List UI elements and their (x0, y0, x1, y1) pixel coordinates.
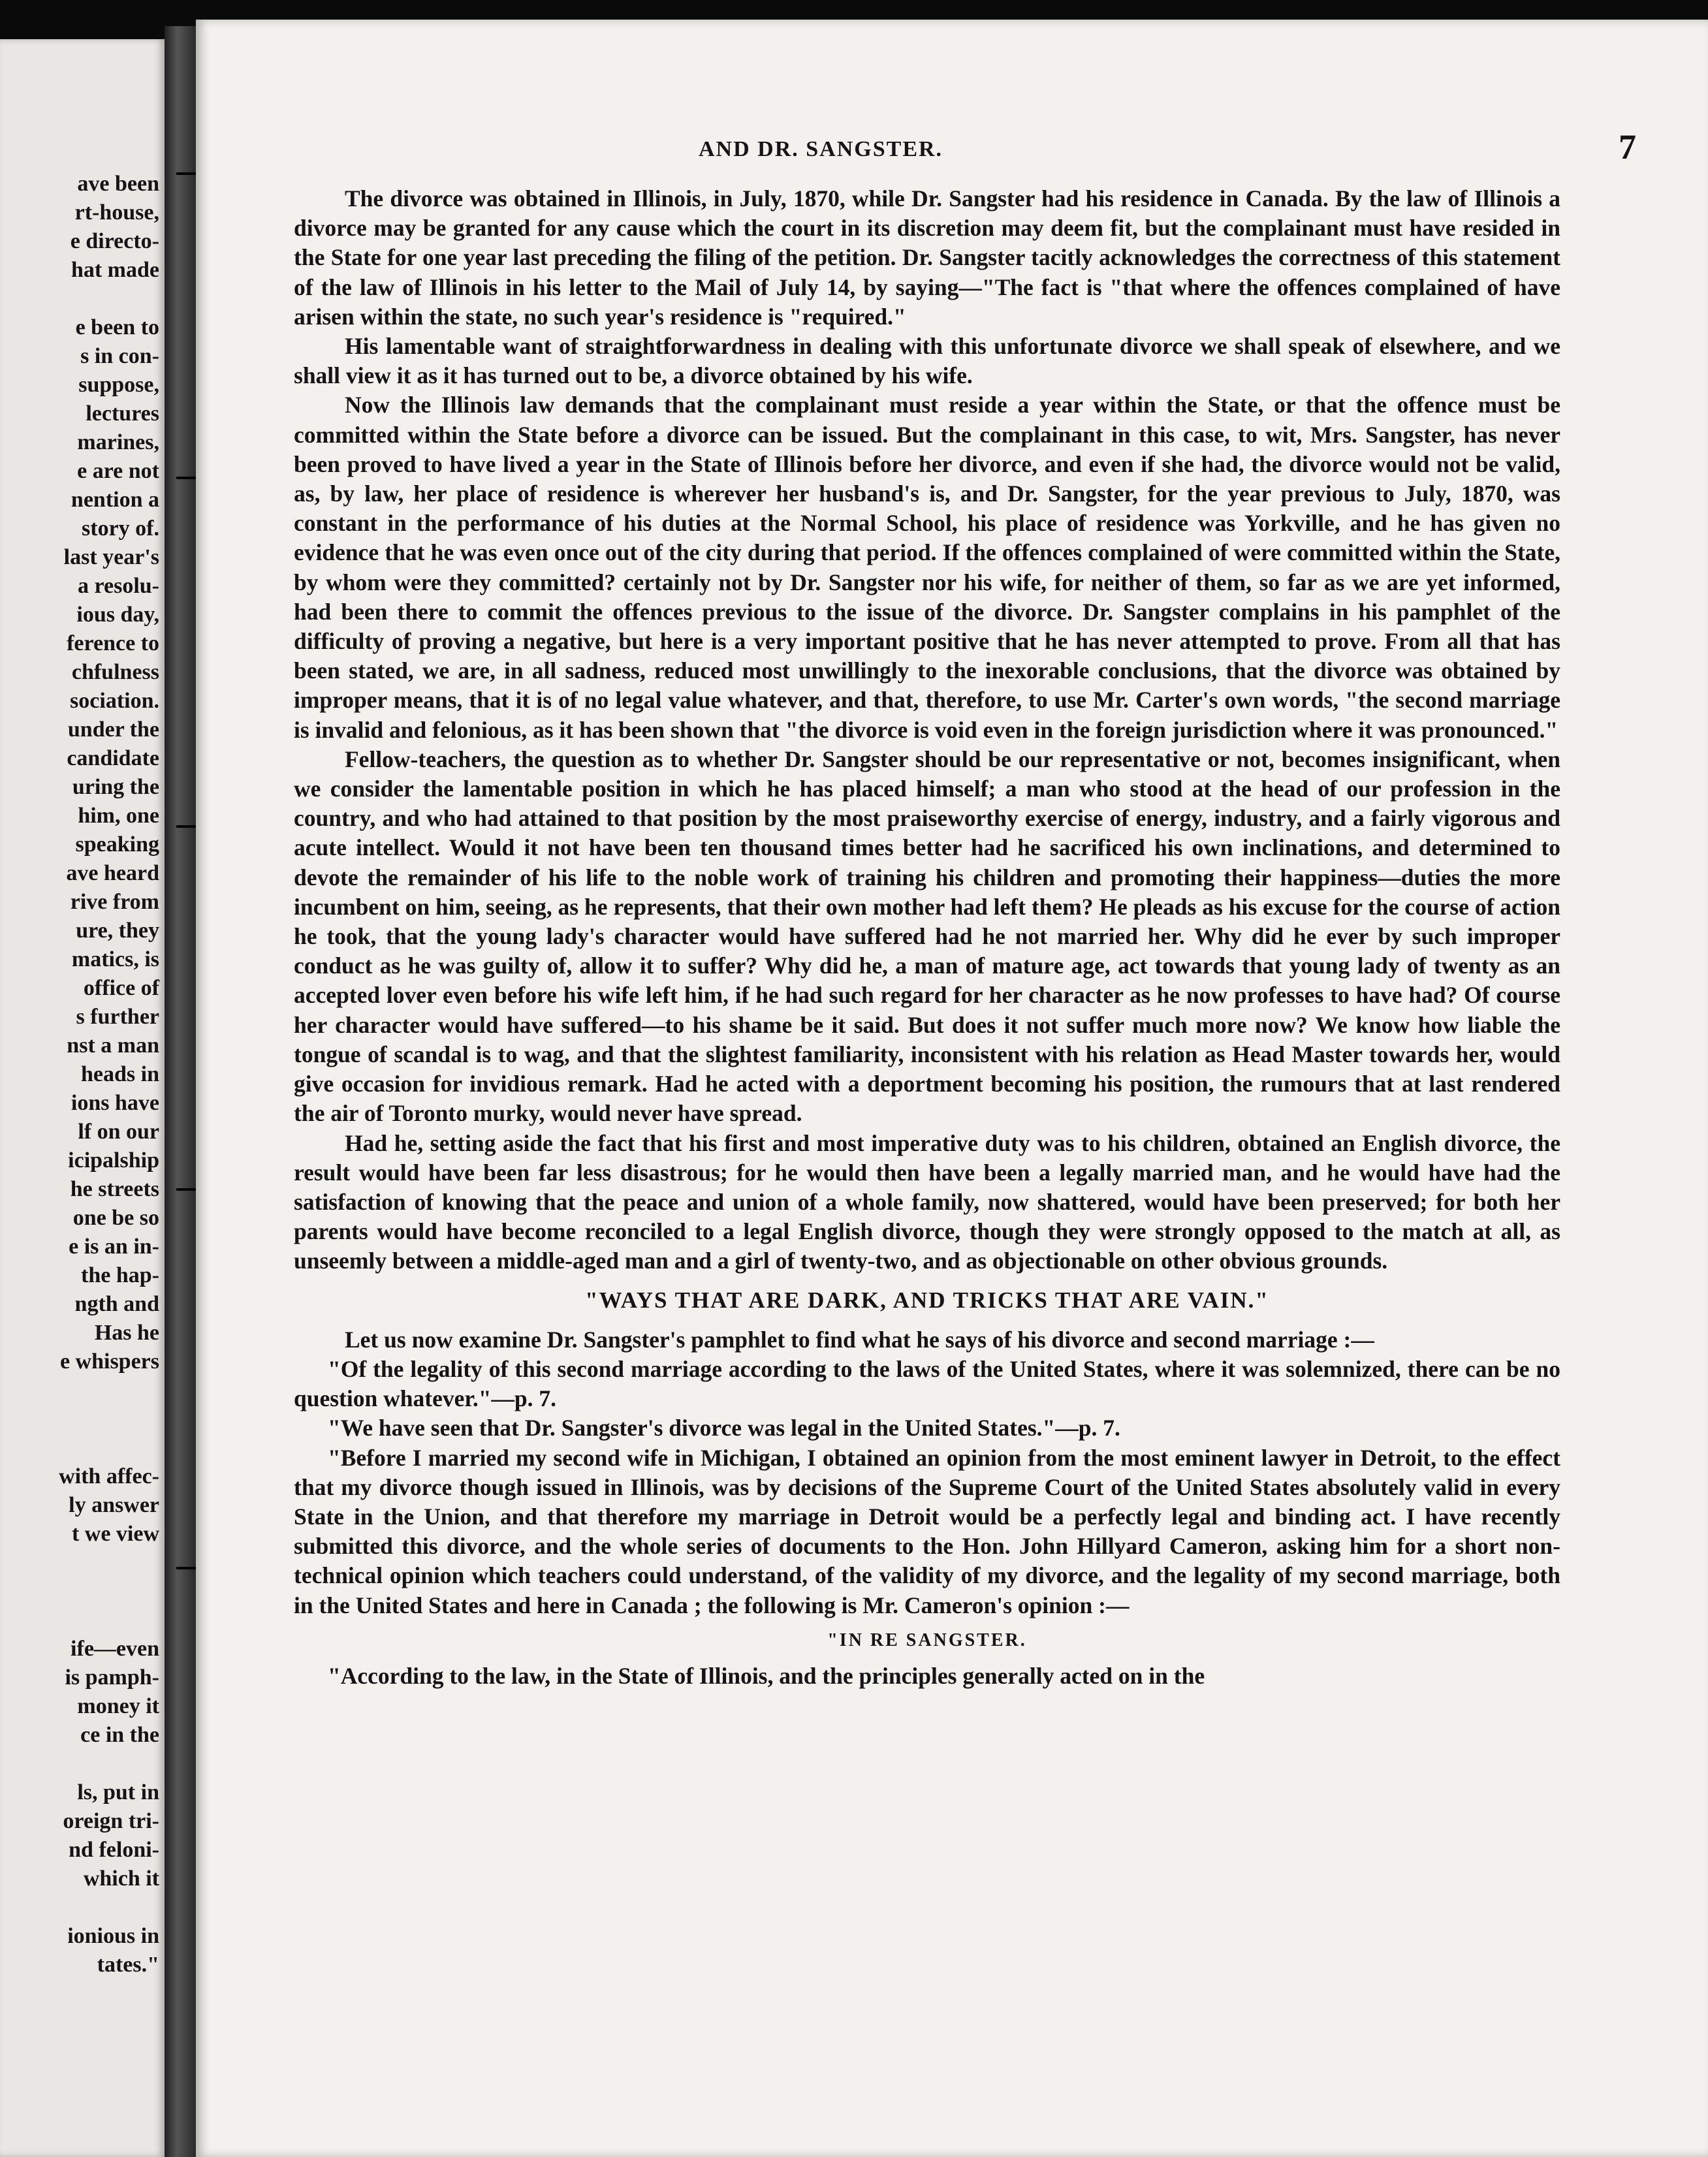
facing-page-line: ave heard (66, 861, 159, 885)
facing-page-line: is pamph- (65, 1665, 159, 1690)
facing-page-line: him, one (78, 804, 159, 828)
facing-page-line: chfulness (71, 660, 159, 684)
facing-page-line: one be so (72, 1206, 159, 1230)
facing-page-line (59, 1577, 159, 1606)
facing-page-line: a resolu- (78, 574, 159, 598)
facing-page-line (59, 1750, 159, 1778)
quotation: "We have seen that Dr. Sangster's divorce was legal in the United States."—p. 7. (328, 1415, 1120, 1441)
facing-page-line: the hap- (81, 1263, 159, 1287)
facing-page-line: ure, they (76, 919, 159, 943)
facing-page-line: nention a (71, 488, 159, 512)
facing-page-line (59, 1606, 159, 1635)
facing-page-line: ionious in (67, 1924, 159, 1948)
facing-page-line: ious day, (76, 603, 159, 627)
facing-page-line: Has he (94, 1321, 159, 1345)
facing-page-line: which it (83, 1866, 159, 1891)
facing-page-line: ife—even (71, 1637, 159, 1661)
page-right (196, 20, 1708, 2157)
facing-page-line: marines, (77, 430, 159, 454)
article-body (294, 184, 1560, 1691)
facing-page-line: with affec- (59, 1464, 159, 1488)
facing-page-line: ce in the (80, 1723, 159, 1747)
facing-page-line: lectures (86, 401, 159, 426)
facing-page-line: matics, is (71, 947, 159, 971)
facing-page-line: nst a man (67, 1033, 159, 1058)
facing-page-line: under the (67, 717, 159, 742)
paragraph: Now the Illinois law demands that the complainant must reside a year within the State, or that the offence must be committed within the State before a divorce can be issued. But the complainant in this case, to wit, Mrs. Sangster, has never been proved to have lived a year in the State of Illinois before her divorce, and even if she had, the divorce would not be valid, as, by law, her place of residence is wherever her husband's is, and Dr. Sangster, for the year previous to July, 1870, was constant in the performance of his duties at the Normal School, his place of residence was Yorkville, and he has given no evidence that he was even once out of the city during that period. If the offences complained of were committed within the State, by whom were they committed? certainly not by Dr. Sangster nor his wife, for neither of them, so far as we are yet informed, had been there to commit the offences previous to the issue of the divorce. Dr. Sangster complains in his pamphlet of the difficulty of proving a negative, but here is a very important positive that he has never attempted to prove. From all that has been stated, we are, in all sadness, reduced most unwillingly to the inexorable conclusions, that the divorce was obtained by improper means, that it is of no legal value whatever, and that, therefore, to use Mr. Carter's own words, "the second marriage is invalid and felonious, as it has been shown that "the divorce is void even in the foreign jurisdiction where it was pronounced." (294, 392, 1560, 743)
facing-page-line: ngth and (74, 1292, 159, 1316)
facing-page-line: ference to (67, 631, 159, 655)
facing-page-line: icipalship (68, 1148, 159, 1173)
facing-page-line: speaking (75, 832, 159, 857)
section-heading: "WAYS THAT ARE DARK, AND TRICKS THAT ARE VAIN." (585, 1287, 1269, 1313)
facing-page-line: last year's (63, 545, 159, 569)
facing-page-line (59, 1549, 159, 1577)
paragraph: Had he, setting aside the fact that his first and most imperative duty was to his children, obtained an English divorce, the result would have been far less disastrous; for he would then have been a legally married man, and he would have had the satisfaction of knowing that the peace and union of a whole family, now shattered, would have been preserved; for both her parents would have become reconciled to a legal English divorce, though they were strongly opposed to the match at all, as unseemly between a middle-aged man and a girl of twenty-two, and as objectionable on other obvious grounds. (294, 1129, 1560, 1274)
facing-page-line: heads in (81, 1062, 159, 1086)
facing-page-line: e whispers (59, 1349, 159, 1374)
facing-page-line: e is an in- (69, 1235, 159, 1259)
facing-page-line: ly answer (69, 1493, 159, 1517)
facing-page-line (59, 1893, 159, 1922)
paragraph: The divorce was obtained in Illinois, in July, 1870, while Dr. Sangster had his residence in Canada. By the law of Illinois a divorce may be granted for any cause which the court in its discretion may deem fit, but the complainant must have resided in the State for one year last preceding the filing of the petition. Dr. Sangster tacitly acknowledges the correctness of this statement of the law of Illinois in his letter to the Mail of July 14, by saying—"The fact is "that where the offences complained of have arisen within the state, no such year's residence is "required." (294, 185, 1560, 330)
paragraph: Let us now examine Dr. Sangster's pamphlet to find what he says of his divorce and second marriage :— (345, 1326, 1374, 1353)
facing-page-left (0, 39, 165, 2157)
quotation: "According to the law, in the State of Illinois, and the principles generally acted on in the (328, 1662, 1205, 1689)
opinion-caption: "IN RE SANGSTER. (827, 1630, 1027, 1650)
quotation: "Of the legality of this second marriage according to the laws of the United States, where it was solemnized, there can be no question whatever."—p. 7. (294, 1355, 1560, 1412)
facing-page-line: ave been (77, 172, 159, 196)
facing-page-line: hat made (71, 258, 159, 282)
facing-page-line (59, 1434, 159, 1462)
facing-page-line: lf on our (78, 1120, 159, 1144)
facing-page-line: suppose, (78, 373, 159, 397)
facing-page-line: uring the (72, 775, 159, 799)
facing-page-line: tates." (97, 1953, 159, 1977)
facing-page-line: nd feloni- (69, 1838, 159, 1862)
facing-page-line: oreign tri- (63, 1809, 159, 1833)
facing-page-line: office of (83, 976, 159, 1000)
facing-page-line: e are not (77, 459, 159, 483)
facing-page-line (59, 285, 159, 313)
running-title: AND DR. SANGSTER. (699, 137, 943, 161)
facing-page-line (59, 1376, 159, 1405)
facing-page-line: rive from (70, 890, 159, 914)
facing-page-line: candidate (67, 746, 159, 770)
facing-page-line: ls, put in (77, 1780, 159, 1804)
page-header (699, 127, 1636, 166)
facing-page-line: ions have (71, 1091, 159, 1115)
facing-page-line: s in con- (80, 344, 159, 368)
facing-page-line: money it (77, 1694, 159, 1718)
facing-page-line: rt-house, (74, 200, 159, 225)
facing-page-line: sociation. (70, 689, 159, 713)
facing-page-text-fragments (59, 170, 159, 1979)
page-number: 7 (1619, 127, 1636, 166)
facing-page-line: t we view (71, 1522, 159, 1546)
facing-page-line: he streets (70, 1177, 159, 1201)
facing-page-line: story of. (82, 516, 159, 541)
book-gutter (165, 26, 196, 2157)
quotation: "Before I married my second wife in Michigan, I obtained an opinion from the most eminent lawyer in Detroit, to the effect that my divorce though issued in Illinois, was by decisions of the Supreme Court of the United States absolutely valid in every State in the Union, and that therefore my marriage in Detroit would be a perfectly legal and binding act. I have recently submitted this divorce, and the whole series of documents to the Hon. John Hillyard Cameron, asking him for a short non-technical opinion which teachers could understand, of the validity of my divorce, and the legality of my second marriage, both in the United States and here in Canada ; the following is Mr. Cameron's opinion :— (294, 1444, 1560, 1618)
paragraph: His lamentable want of straightforwardness in dealing with this unfortunate divorce we shall speak of elsewhere, and we shall view it as it has turned out to be, a divorce obtained by his wife. (294, 333, 1560, 389)
facing-page-line (59, 1405, 159, 1434)
paragraph: Fellow-teachers, the question as to whether Dr. Sangster should be our representative or not, becomes insignificant, when we consider the lamentable position in which he has placed himself; a man who stood at the head of our profession in the country, and who had attained to that position by the most praiseworthy exercise of energy, industry, and a fairly vigorous and acute intellect. Would it not have been ten thousand times better had he sacrificed his own inclinations, and determined to devote the remainder of his life to the noble work of training his children and promoting their happiness—duties the more incumbent on him, seeing, as he represents, that their own mother had left them? He pleads as his excuse for the course of action he took, that the young lady's character would have suffered had he not married her. Why did he ever by such improper conduct as he was guilty of, allow it to suffer? Why did he, a man of mature age, act towards that young lady of twenty as an accepted lover even before his wife left him, if he had such regard for her character as he now professes to have had? Of course her character would have suffered—to his shame be it said. But does it not suffer much more now? We know how liable the tongue of scandal is to wag, and that the slightest familiarity, inconsistent with his relation as Head Master towards her, would give occasion for invidious remark. Had he acted with a deportment becoming his position, the rumours that at last rendered the air of Toronto murky, would never have spread. (294, 746, 1560, 1127)
facing-page-line: s further (76, 1005, 159, 1029)
facing-page-line: e directo- (70, 229, 159, 253)
facing-page-line: e been to (75, 315, 159, 339)
